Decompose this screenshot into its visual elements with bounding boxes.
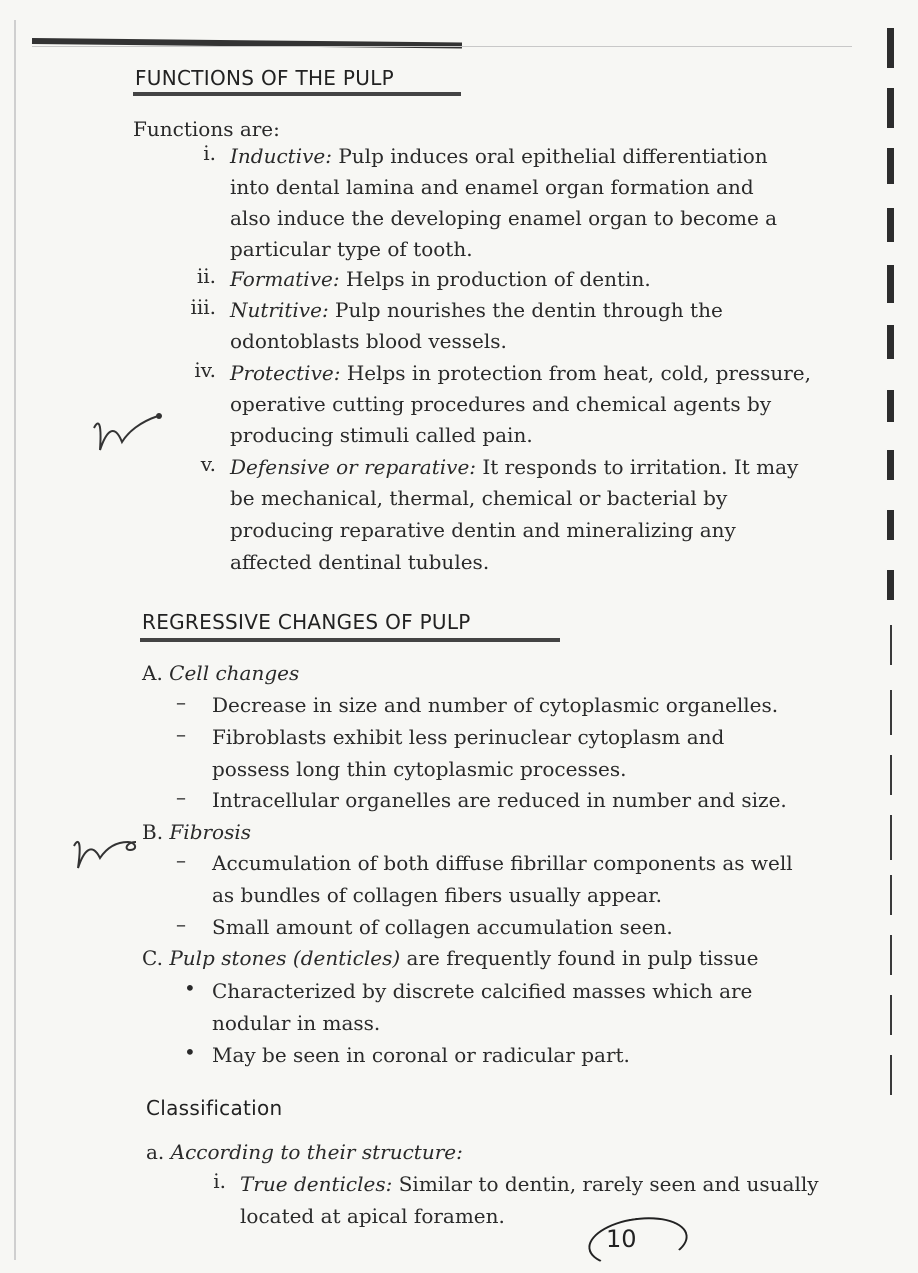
dash-marker: – bbox=[176, 785, 186, 809]
heading-underline bbox=[133, 92, 461, 96]
list-item-line: possess long thin cytoplasmic processes. bbox=[212, 757, 627, 781]
list-item-line: Fibroblasts exhibit less perinuclear cytoplasm and bbox=[212, 725, 725, 749]
list-item-line: Characterized by discrete calcified masses which are bbox=[212, 979, 753, 1003]
classification-a: a. According to their structure: bbox=[146, 1140, 463, 1164]
scan-artifact bbox=[887, 325, 894, 359]
list-item-line: Formative: Helps in production of dentin. bbox=[230, 267, 651, 291]
list-item-line: nodular in mass. bbox=[212, 1011, 381, 1035]
dash-marker: – bbox=[176, 848, 186, 872]
heading-underline bbox=[140, 638, 560, 642]
list-marker: v. bbox=[200, 452, 216, 476]
list-marker: iii. bbox=[190, 295, 216, 319]
handwritten-page-circle bbox=[585, 1211, 691, 1272]
scan-artifact bbox=[890, 755, 892, 795]
subsection-b: B. Fibrosis bbox=[142, 820, 252, 844]
list-item-line: Inductive: Pulp induces oral epithelial differentiation bbox=[230, 144, 768, 168]
list-item-line: Nutritive: Pulp nourishes the dentin through the bbox=[230, 298, 723, 322]
page-edge-shadow bbox=[14, 20, 16, 1260]
list-item-line: located at apical foramen. bbox=[240, 1204, 505, 1228]
scan-artifact bbox=[887, 390, 894, 422]
list-item-line: operative cutting procedures and chemical agents by bbox=[230, 392, 772, 416]
list-item-line: Accumulation of both diffuse fibrillar components as well bbox=[212, 851, 793, 875]
scan-artifact bbox=[887, 450, 894, 480]
list-item-line: particular type of tooth. bbox=[230, 237, 473, 261]
list-marker: iv. bbox=[194, 358, 216, 382]
list-item-line: also induce the developing enamel organ to become a bbox=[230, 206, 778, 230]
dash-marker: – bbox=[176, 722, 186, 746]
list-item-line: Defensive or reparative: It responds to irritation. It may bbox=[230, 455, 799, 479]
scan-artifact bbox=[887, 88, 894, 128]
list-item-line: odontoblasts blood vessels. bbox=[230, 329, 507, 353]
list-item-line: affected dentinal tubules. bbox=[230, 550, 490, 574]
scan-artifact bbox=[890, 690, 892, 735]
list-item-line: producing reparative dentin and mineralizing any bbox=[230, 518, 736, 542]
section-heading-regressive: REGRESSIVE CHANGES OF PULP bbox=[142, 610, 471, 634]
dash-marker: – bbox=[176, 912, 186, 936]
scan-artifact bbox=[890, 995, 892, 1035]
list-item-line: Protective: Helps in protection from heat, cold, pressure, bbox=[230, 361, 811, 385]
scan-artifact bbox=[887, 208, 894, 242]
list-item-line: True denticles: Similar to dentin, rarely seen and usually bbox=[240, 1172, 819, 1196]
scan-artifact bbox=[890, 935, 892, 975]
top-rule-thin bbox=[32, 46, 852, 47]
scan-artifact bbox=[890, 1055, 892, 1095]
list-item-line: Decrease in size and number of cytoplasmic organelles. bbox=[212, 693, 779, 717]
handwritten-tick-mark bbox=[88, 408, 168, 458]
list-item-line: Intracellular organelles are reduced in number and size. bbox=[212, 788, 787, 812]
scan-artifact bbox=[890, 875, 892, 915]
scan-artifact bbox=[887, 570, 894, 600]
subsection-c: C. Pulp stones (denticles) are frequently found in pulp tissue bbox=[142, 946, 759, 970]
list-item-line: into dental lamina and enamel organ formation and bbox=[230, 175, 754, 199]
section-heading-functions: FUNCTIONS OF THE PULP bbox=[135, 66, 394, 90]
bullet-marker: • bbox=[184, 1040, 196, 1064]
scan-artifact bbox=[887, 510, 894, 540]
list-item-line: as bundles of collagen fibers usually appear. bbox=[212, 883, 662, 907]
list-item-line: producing stimuli called pain. bbox=[230, 423, 533, 447]
dash-marker: – bbox=[176, 690, 186, 714]
list-item-line: May be seen in coronal or radicular part. bbox=[212, 1043, 630, 1067]
functions-intro: Functions are: bbox=[133, 117, 280, 141]
page-number: 10 bbox=[606, 1225, 637, 1253]
list-marker: i. bbox=[213, 1169, 226, 1193]
scan-artifact bbox=[887, 265, 894, 303]
list-item-line: be mechanical, thermal, chemical or bacterial by bbox=[230, 486, 728, 510]
list-marker: i. bbox=[203, 141, 216, 165]
list-item-line: Small amount of collagen accumulation seen. bbox=[212, 915, 673, 939]
subsection-a: A. Cell changes bbox=[142, 661, 300, 685]
scan-artifact bbox=[890, 625, 892, 665]
scan-artifact bbox=[890, 815, 892, 860]
bullet-marker: • bbox=[184, 976, 196, 1000]
list-marker: ii. bbox=[196, 264, 216, 288]
scan-artifact bbox=[887, 148, 894, 184]
scan-artifact bbox=[887, 28, 894, 68]
section-heading-classification: Classification bbox=[146, 1096, 283, 1120]
